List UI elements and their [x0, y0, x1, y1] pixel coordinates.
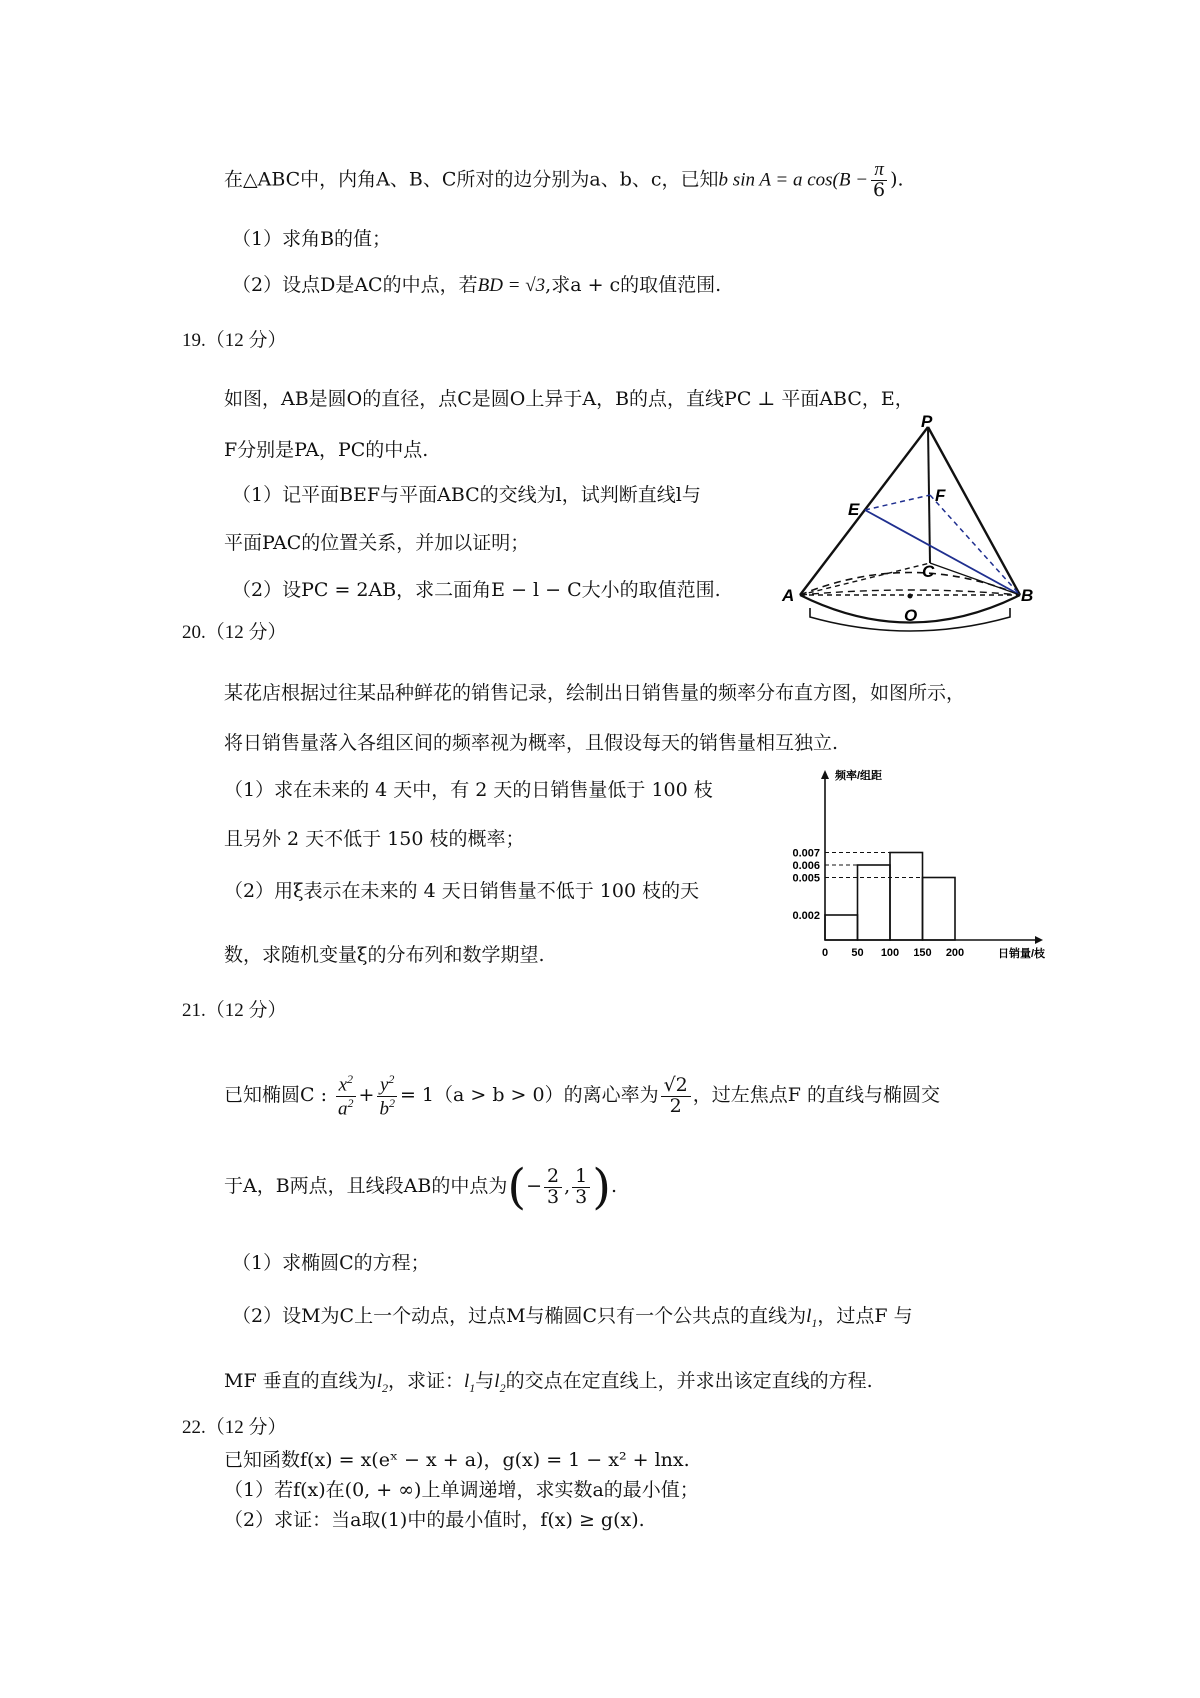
p21-eccentricity: [661, 1073, 691, 1117]
p18-frac-num: π: [871, 160, 887, 181]
x-axis-arrow: [1035, 936, 1043, 944]
histogram-bar-2: [858, 865, 891, 940]
p18-q2-text-b: ,求a + c的取值范围.: [545, 274, 722, 296]
x-tick-label: 100: [880, 947, 900, 959]
p20-q1-line2: 且另外 2 天不低于 150 枝的概率；: [224, 828, 525, 850]
p22-header: 22.（12 分）: [182, 1417, 287, 1438]
p22-q1: （1）若f(x)在(0, + ∞)上单调递增，求实数a的最小值；: [224, 1479, 699, 1501]
p19-q2: （2）设PC = 2AB，求二面角E − l − C大小的取值范围.: [232, 579, 721, 601]
p19-stem-line2: F分别是PA，PC的中点.: [224, 439, 429, 461]
y-tick-label: 0.005: [792, 872, 820, 885]
x-tick-label: 200: [945, 947, 965, 959]
label-E: E: [848, 500, 860, 519]
p18-pi-over-6: [870, 160, 888, 201]
p21-header: 21.（12 分）: [182, 1000, 287, 1021]
p21-stem-line2: 于A，B两点，且线段AB的中点为(− $\frac{2}{3}$ , $\frac{1}{3}$ ).: [224, 1159, 618, 1215]
frequency-histogram: [780, 765, 1060, 975]
p22-stem: 已知函数f(x) = x(eˣ − x + a)，g(x) = 1 − x² + lnx.: [224, 1449, 690, 1471]
p21-stem-b: ，过左焦点F 的直线与椭圆交: [692, 1084, 941, 1106]
label-P: P: [921, 412, 933, 431]
y-axis-arrow: [821, 770, 829, 779]
y-tick-label: 0.006: [792, 860, 820, 872]
label-C: C: [922, 562, 935, 581]
p22-q2: （2）求证：当a取(1)中的最小值时，f(x) ≥ g(x).: [224, 1509, 645, 1531]
x-tick-label: 50: [851, 947, 864, 959]
p19-q1-line1: （1）记平面BEF与平面ABC的交线为l，试判断直线l与: [232, 484, 701, 506]
label-F: F: [935, 486, 946, 505]
p20-stem-line1: 某花店根据过往某品种鲜花的销售记录，绘制出日销售量的频率分布直方图，如图所示，: [224, 682, 966, 704]
p21-mid-x: [544, 1164, 562, 1208]
p21-mid-y-num: 1: [572, 1167, 590, 1188]
p18-q2-text-a: （2）设点D是AC的中点，若: [232, 274, 478, 296]
p18-frac-den: 6: [873, 178, 886, 201]
p21-stem-line1: 已知椭圆C : $\frac{x^2}{a^2}$ + $\frac{y^2}{b^2}$ = 1（a > b > 0）的离心率为 $\frac{√2}{2}$ ，过左焦点F 的直线与椭圆交: [224, 1072, 941, 1119]
p21-q2-text-c: MF 垂直的直线为: [224, 1370, 377, 1392]
cone-figure: [780, 412, 1034, 650]
p18-stem-text: 在△ABC中，内角A、B、C所对的边分别为a、b、c，已知: [224, 168, 719, 191]
p21-q2-text-e: 与: [475, 1370, 495, 1392]
label-A: A: [782, 586, 795, 605]
p21-mid-y-den: 3: [575, 1185, 588, 1208]
p19-header: 19.（12 分）: [182, 330, 287, 351]
p20-q2-line2: 数，求随机变量ξ的分布列和数学期望.: [224, 944, 545, 966]
p21-ecc-num: √2: [661, 1076, 691, 1097]
p21-mid-x-den: 3: [547, 1185, 560, 1208]
p20-stem-line2: 将日销售量落入各组区间的频率视为概率，且假设每天的销售量相互独立.: [224, 732, 839, 754]
y-tick-label: 0.007: [792, 847, 820, 860]
label-B: B: [1021, 586, 1034, 605]
label-O: O: [904, 606, 918, 625]
p21-q2-line1: （2）设M为C上一个动点，过点M与椭圆C只有一个公共点的直线为$l_1$，过点F 与: [232, 1305, 913, 1330]
p21-stem-cond: = 1（a > b > 0）的离心率为: [399, 1084, 659, 1106]
p21-q2-line2: MF 垂直的直线为$l_2$，求证：$l_1$与$l_2$的交点在定直线上，并求出该定直线的方程.: [224, 1370, 873, 1395]
p21-line2-a: 于A，B两点，且线段AB的中点为: [224, 1175, 508, 1197]
p18-q1: （1）求角B的值；: [232, 228, 392, 250]
p19-q1-line2: 平面PAC的位置关系，并加以证明；: [224, 532, 530, 554]
p18-q2: [232, 272, 721, 299]
p18-stem: [224, 160, 904, 201]
y-axis-label: 频率/组距: [835, 770, 883, 782]
histogram-bar-4: [923, 878, 956, 941]
p21-mid-x-num: 2: [544, 1167, 562, 1188]
p18-q2-eq: BD = √3: [477, 275, 546, 296]
y-tick-label: 0.002: [792, 910, 820, 922]
p21-q1: （1）求椭圆C的方程；: [232, 1252, 430, 1274]
x-axis-label: 日销量/枝: [998, 948, 1046, 960]
p21-q2-text-d: ，求证：: [387, 1370, 464, 1392]
histogram-bar-1: [825, 915, 858, 940]
p18-equation-left: b sin A = a cos(B −: [718, 169, 869, 191]
p20-q1-line1: （1）求在未来的 4 天中，有 2 天的日销售量低于 100 枝: [224, 779, 713, 801]
p19-stem-line1: 如图，AB是圆O的直径，点C是圆O上异于A，B的点，直线PC ⊥ 平面ABC，E，: [224, 388, 914, 410]
p18-equation-right: ).: [890, 168, 904, 191]
p21-q2-text-a: （2）设M为C上一个动点，过点M与椭圆C只有一个公共点的直线为: [232, 1305, 807, 1327]
p21-mid-y: [572, 1164, 590, 1208]
p21-x2-over-a2: $\frac{x^2}{a^2}$: [335, 1073, 357, 1119]
p21-q2-text-b: ，过点F 与: [817, 1305, 913, 1327]
p21-ecc-den: 2: [669, 1094, 682, 1117]
p20-header: 20.（12 分）: [182, 622, 287, 643]
p21-y2-over-b2: $\frac{y^2}{b^2}$: [376, 1073, 398, 1119]
x-tick-label: 150: [913, 947, 932, 959]
p21-q2-text-f: 的交点在定直线上，并求出该定直线的方程.: [505, 1370, 873, 1392]
p21-stem-a: 已知椭圆C :: [224, 1084, 327, 1106]
x-tick-label: 0: [821, 947, 829, 959]
p20-q2-line1: （2）用ξ表示在未来的 4 天日销售量不低于 100 枝的天: [224, 880, 700, 902]
histogram-bar-3: [890, 853, 923, 941]
